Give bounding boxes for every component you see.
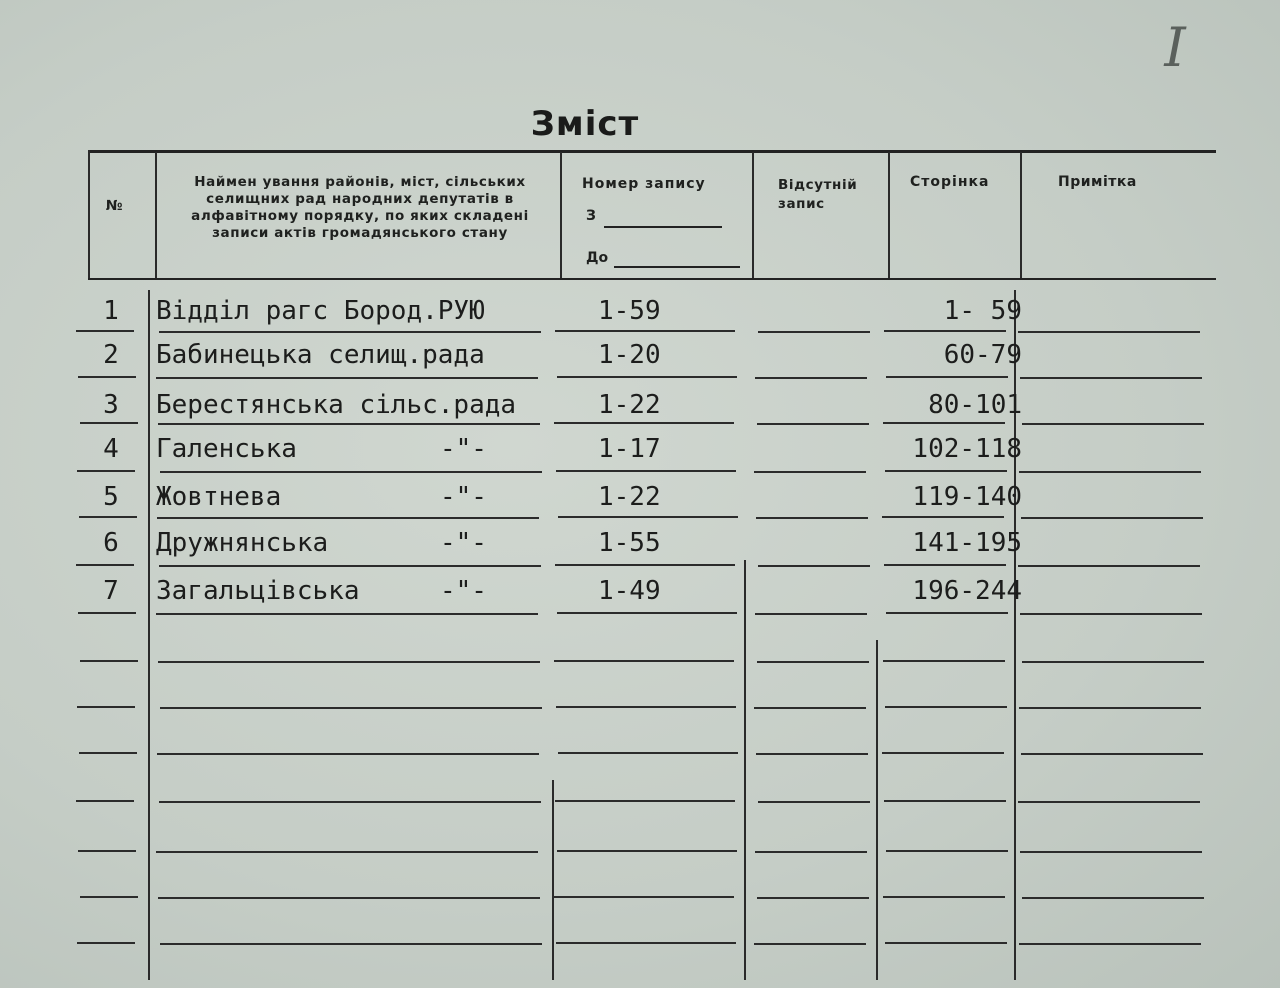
ruled-line: [159, 331, 541, 333]
row-name: Відділ рагс Бород.РУЮ: [156, 296, 485, 326]
ruled-line: [1022, 423, 1204, 425]
ruled-line: [556, 942, 736, 944]
ruled-line: [758, 331, 870, 333]
ruled-line: [78, 850, 136, 852]
ruled-line: [79, 752, 137, 754]
ruled-line: [554, 896, 734, 898]
ruled-line: [556, 470, 736, 472]
table-top-border: [88, 150, 1216, 153]
page-number-mark: I: [1164, 16, 1186, 79]
ruled-line: [156, 613, 538, 615]
col-divider: [552, 780, 554, 980]
row-record: 1-22: [598, 390, 661, 420]
ruled-line: [558, 752, 738, 754]
row-number: 2: [103, 340, 119, 370]
ruled-line: [554, 660, 734, 662]
ruled-line: [1022, 661, 1204, 663]
ruled-line: [757, 897, 869, 899]
ruled-line: [1021, 517, 1203, 519]
row-name: Дружнянська: [156, 528, 329, 558]
ruled-line: [80, 896, 138, 898]
ruled-line: [159, 565, 541, 567]
ruled-line: [757, 661, 869, 663]
col-divider: [88, 150, 90, 278]
ruled-line: [1019, 707, 1201, 709]
ruled-line: [758, 565, 870, 567]
row-ditto: -"-: [440, 434, 487, 464]
ruled-line: [754, 707, 866, 709]
ruled-line: [158, 423, 540, 425]
ruled-line: [156, 377, 538, 379]
row-number: 7: [103, 576, 119, 606]
ruled-line: [555, 800, 735, 802]
ruled-line: [557, 850, 737, 852]
ruled-line: [78, 376, 136, 378]
ruled-line: [883, 896, 1005, 898]
ruled-line: [883, 660, 1005, 662]
row-ditto: -"-: [440, 528, 487, 558]
row-record: 1-22: [598, 482, 661, 512]
row-pages: 102-118: [912, 434, 1022, 464]
ruled-line: [1020, 851, 1202, 853]
page-title: Зміст: [530, 104, 640, 144]
row-pages: 196-244: [912, 576, 1022, 606]
ruled-line: [554, 422, 734, 424]
ruled-line: [557, 612, 737, 614]
row-pages: 60-79: [943, 340, 1022, 370]
header-page: Сторінка: [910, 174, 990, 190]
ruled-line: [158, 661, 540, 663]
ruled-line: [1022, 897, 1204, 899]
ruled-line: [882, 516, 1004, 518]
header-name: Наймен ування районів, міст, сільських селищних рад народних депутатів в алфавітному порядку, по яких складені записи актів громадянського стану: [191, 174, 529, 241]
ruled-line: [557, 376, 737, 378]
ruled-line: [77, 706, 135, 708]
ruled-line: [885, 470, 1007, 472]
ruled-line: [160, 707, 542, 709]
header-bottom-border: [88, 278, 1216, 280]
ruled-line: [555, 330, 735, 332]
ruled-line: [78, 612, 136, 614]
row-record: 1-59: [598, 296, 661, 326]
ruled-line: [754, 471, 866, 473]
ruled-line: [884, 330, 1006, 332]
header-note: Примітка: [1058, 174, 1137, 190]
row-record: 1-55: [598, 528, 661, 558]
ruled-line: [884, 800, 1006, 802]
ruled-line: [77, 470, 135, 472]
row-name: Загальцівська: [156, 576, 360, 606]
ruled-line: [555, 564, 735, 566]
from-blank-line: [604, 226, 722, 228]
ruled-line: [754, 943, 866, 945]
ruled-line: [756, 753, 868, 755]
ruled-line: [882, 752, 1004, 754]
ruled-line: [159, 801, 541, 803]
col-divider: [560, 152, 562, 278]
ruled-line: [76, 330, 134, 332]
ruled-line: [886, 376, 1008, 378]
to-blank-line: [614, 266, 740, 268]
row-ditto: -"-: [440, 482, 487, 512]
ruled-line: [1020, 613, 1202, 615]
row-record: 1-17: [598, 434, 661, 464]
row-pages: 1- 59: [943, 296, 1022, 326]
ruled-line: [755, 613, 867, 615]
header-from: З: [586, 208, 596, 224]
ruled-line: [80, 660, 138, 662]
header-missing: Відсутній запис: [778, 177, 858, 212]
row-number: 4: [103, 434, 119, 464]
ruled-line: [77, 942, 135, 944]
ruled-line: [157, 517, 539, 519]
ruled-line: [160, 471, 542, 473]
ruled-line: [80, 422, 138, 424]
row-record: 1-49: [598, 576, 661, 606]
header-record: Номер запису: [582, 176, 706, 192]
header-to: До: [586, 250, 609, 266]
row-number: 3: [103, 390, 119, 420]
col-divider: [1020, 152, 1022, 278]
ruled-line: [757, 423, 869, 425]
ruled-line: [157, 753, 539, 755]
col-divider: [888, 152, 890, 278]
ruled-line: [884, 564, 1006, 566]
row-name: Галенська: [156, 434, 297, 464]
ruled-line: [1018, 331, 1200, 333]
col-divider: [876, 640, 878, 980]
row-name: Жовтнева: [156, 482, 282, 512]
row-pages: 119-140: [912, 482, 1022, 512]
header-number: №: [105, 198, 123, 214]
row-number: 6: [103, 528, 119, 558]
row-number: 5: [103, 482, 119, 512]
ruled-line: [556, 706, 736, 708]
ruled-line: [1021, 753, 1203, 755]
ruled-line: [160, 943, 542, 945]
row-name: Берестянська сільс.рада: [156, 390, 517, 420]
ruled-line: [156, 851, 538, 853]
ruled-line: [76, 564, 134, 566]
ruled-line: [158, 897, 540, 899]
ruled-line: [1019, 471, 1201, 473]
col-divider: [752, 152, 754, 278]
ruled-line: [1018, 565, 1200, 567]
ruled-line: [1020, 377, 1202, 379]
row-name: Бабинецька селищ.рада: [156, 340, 485, 370]
ruled-line: [76, 800, 134, 802]
ruled-line: [886, 850, 1008, 852]
row-record: 1-20: [598, 340, 661, 370]
row-pages: 141-195: [912, 528, 1022, 558]
row-pages: 80-101: [928, 390, 1022, 420]
col-divider: [148, 290, 150, 980]
col-divider: [744, 560, 746, 980]
ruled-line: [886, 612, 1008, 614]
ruled-line: [1018, 801, 1200, 803]
row-ditto: -"-: [440, 576, 487, 606]
ruled-line: [1019, 943, 1201, 945]
ruled-line: [885, 942, 1007, 944]
ruled-line: [756, 517, 868, 519]
ruled-line: [558, 516, 738, 518]
ruled-line: [758, 801, 870, 803]
col-divider: [155, 152, 157, 278]
ruled-line: [755, 851, 867, 853]
ruled-line: [755, 377, 867, 379]
ruled-line: [883, 422, 1005, 424]
row-number: 1: [103, 296, 119, 326]
ruled-line: [79, 516, 137, 518]
ruled-line: [885, 706, 1007, 708]
